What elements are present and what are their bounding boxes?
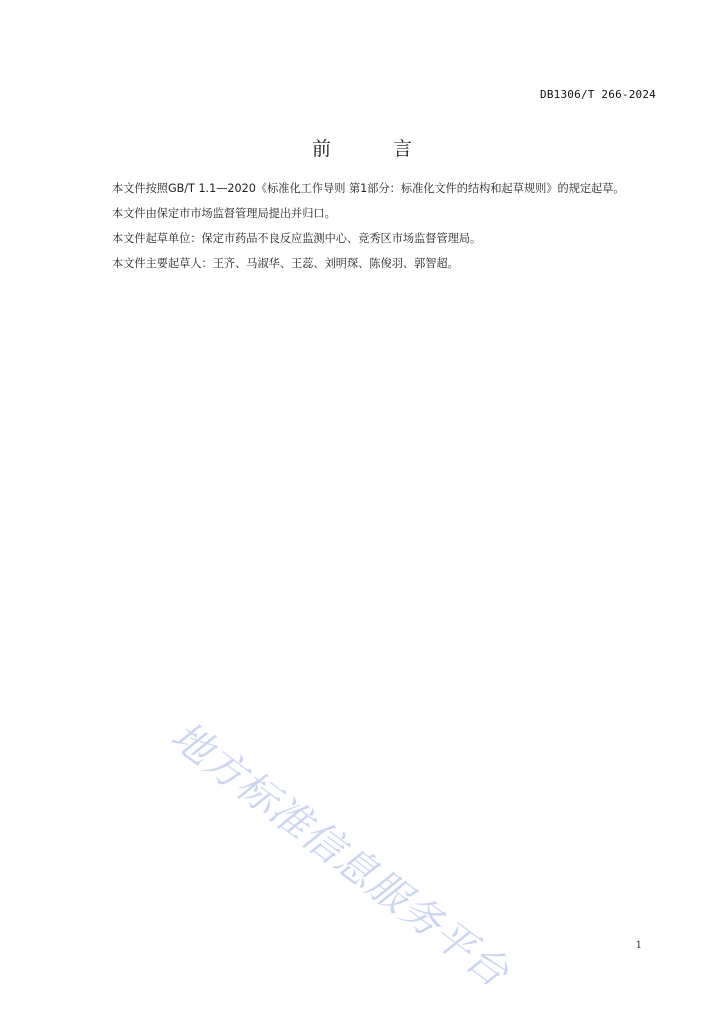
paragraph-drafting-units: 本文件起草单位：保定市药品不良反应监测中心、竞秀区市场监督管理局。 bbox=[112, 232, 482, 245]
foreword-body bbox=[89, 176, 657, 276]
document-code: DB1306/T 266-2024 bbox=[540, 88, 656, 101]
page-number: 1 bbox=[635, 940, 642, 951]
section-title: 前 言 bbox=[311, 138, 441, 160]
paragraph-drafting-basis: 本文件按照GB/T 1.1—2020《标准化工作导则 第1部分：标准化文件的结构和起草规则》的规定起草。 bbox=[112, 182, 625, 195]
paragraph-proposer: 本文件由保定市市场监督管理局提出并归口。 bbox=[112, 207, 336, 220]
paragraph-drafters: 本文件主要起草人：王齐、马淑华、王蕊、刘明琛、陈俊羽、郭智超。 bbox=[112, 257, 459, 270]
watermark: 地方标准信息服务平台 bbox=[162, 712, 518, 997]
